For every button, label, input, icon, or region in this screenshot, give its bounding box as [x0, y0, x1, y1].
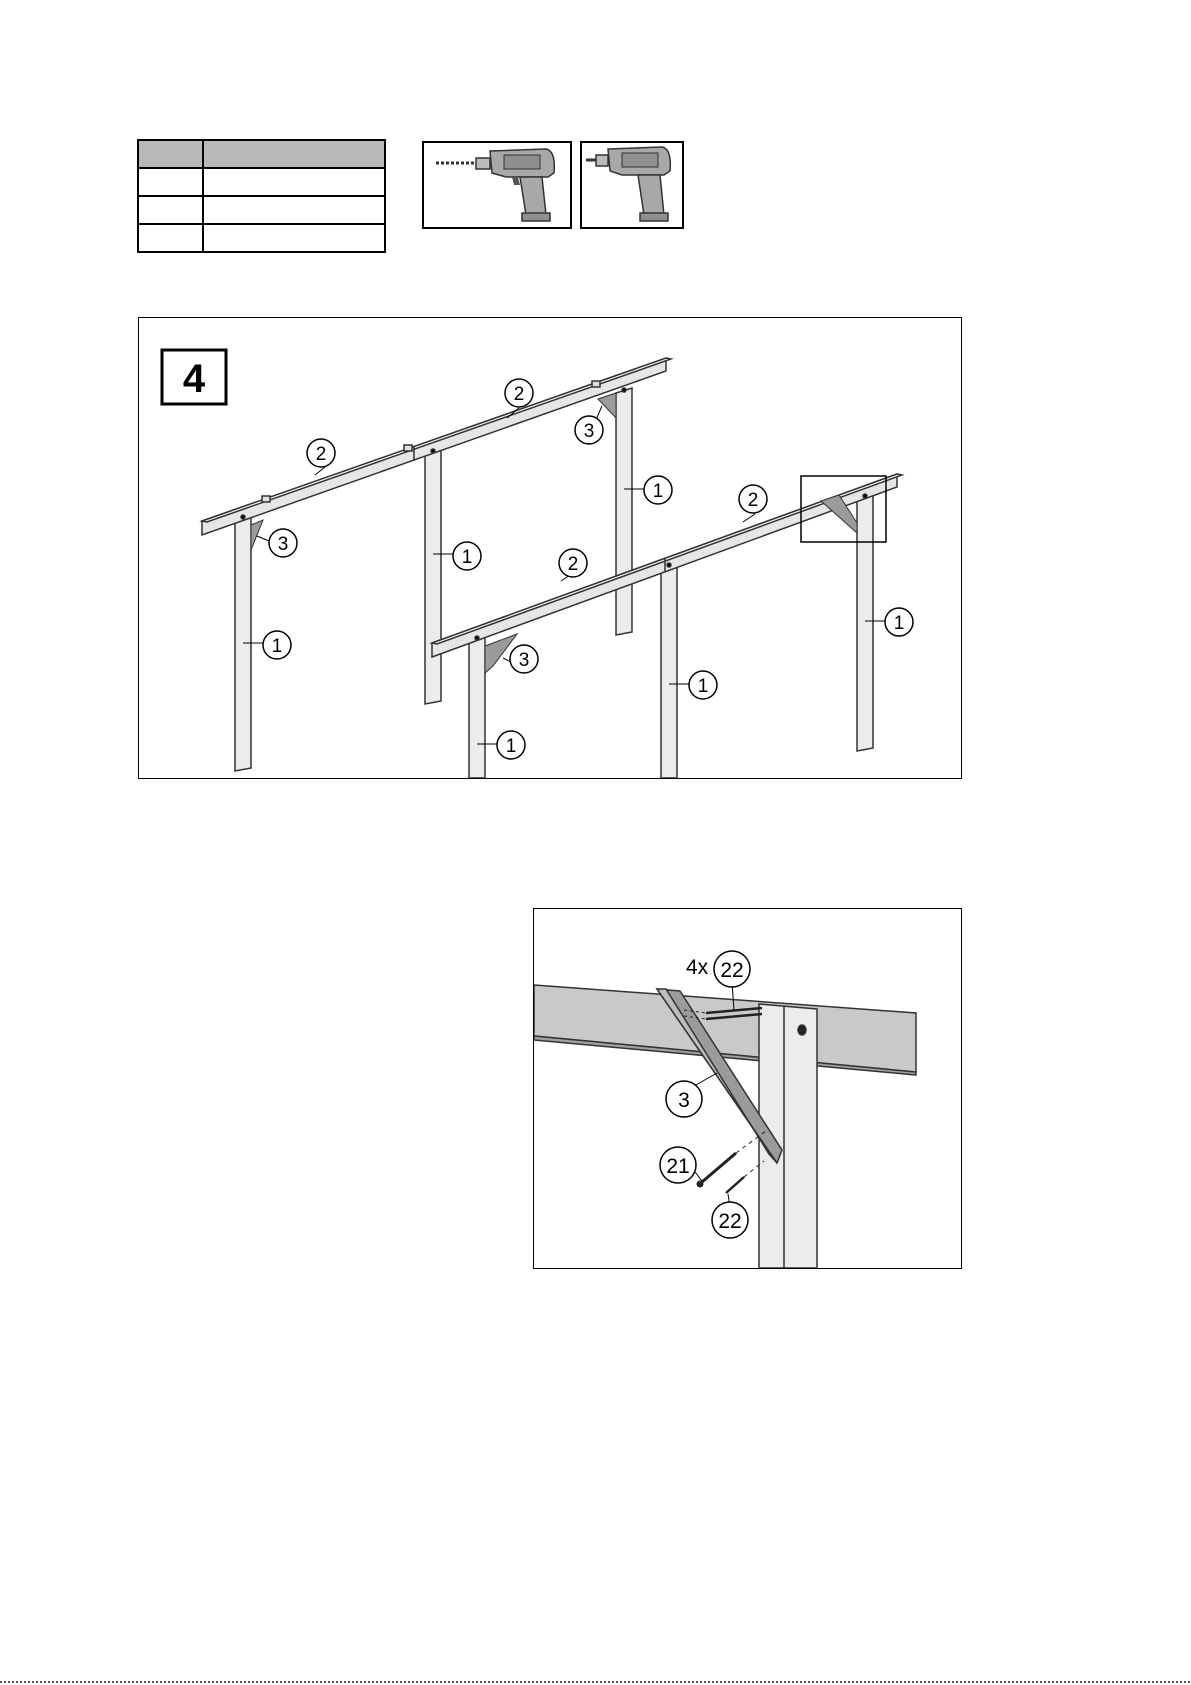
brace-detail-illustration [534, 909, 961, 1268]
callout-bolt [660, 1147, 696, 1183]
detail-bolt [697, 1131, 766, 1187]
table-row [138, 196, 385, 224]
brace [251, 520, 263, 550]
svg-text:2: 2 [513, 384, 525, 405]
drill-icon [424, 143, 570, 227]
svg-text:3: 3 [518, 650, 530, 671]
callout-beam [739, 485, 767, 513]
brace [598, 393, 616, 418]
svg-text:3: 3 [678, 1089, 690, 1112]
callout-screw [714, 951, 750, 987]
svg-text:22: 22 [720, 959, 744, 982]
post [661, 555, 677, 778]
table-cell [203, 196, 385, 224]
detail-view [533, 908, 962, 1269]
callout-post [453, 542, 481, 570]
callout-brace [510, 645, 538, 673]
step-number: 4 [182, 357, 206, 401]
pergola-frame-illustration [139, 318, 961, 778]
svg-text:1: 1 [461, 547, 473, 568]
svg-text:1: 1 [505, 736, 517, 757]
parts-table-header [138, 140, 385, 168]
svg-text:3: 3 [583, 421, 595, 442]
callout-post [689, 671, 717, 699]
callout-beam [559, 549, 587, 577]
beam [534, 985, 916, 1072]
screwdriver-icon [582, 143, 682, 227]
callout-post [263, 631, 291, 659]
screwdriver-tool-box [580, 141, 684, 229]
leader-lines [243, 406, 885, 744]
table-cell [138, 196, 203, 224]
table-cell [203, 168, 385, 196]
drill-tool-box [422, 141, 572, 229]
callout-brace [269, 529, 297, 557]
svg-text:2: 2 [747, 490, 759, 511]
assembly-diagram [138, 317, 962, 779]
svg-text:1: 1 [893, 613, 905, 634]
post [425, 448, 441, 704]
table-cell [203, 140, 385, 168]
table-cell [138, 140, 203, 168]
callout-post [885, 608, 913, 636]
post [235, 508, 251, 771]
post [857, 484, 873, 751]
svg-text:21: 21 [666, 1155, 690, 1178]
callout-beam [307, 439, 335, 467]
table-row [138, 224, 385, 252]
front-posts [469, 484, 873, 778]
post [469, 630, 485, 778]
post [616, 388, 632, 635]
callout-brace [575, 416, 603, 444]
svg-text:22: 22 [718, 1210, 742, 1233]
screw-quantity-label: 4x [686, 956, 709, 979]
page-edge-artifact [0, 1681, 1191, 1683]
callout-screw [712, 1202, 748, 1238]
svg-text:2: 2 [567, 554, 579, 575]
callout-beam [505, 379, 533, 407]
svg-text:1: 1 [271, 636, 283, 657]
callout-brace [666, 1081, 702, 1117]
callout-post [644, 476, 672, 504]
parts-table [137, 139, 386, 253]
svg-text:3: 3 [277, 534, 289, 555]
table-cell [138, 168, 203, 196]
table-cell [203, 224, 385, 252]
svg-text:1: 1 [652, 481, 664, 502]
svg-text:1: 1 [697, 676, 709, 697]
callout-post [497, 731, 525, 759]
table-row [138, 168, 385, 196]
svg-text:2: 2 [315, 444, 327, 465]
table-cell [138, 224, 203, 252]
